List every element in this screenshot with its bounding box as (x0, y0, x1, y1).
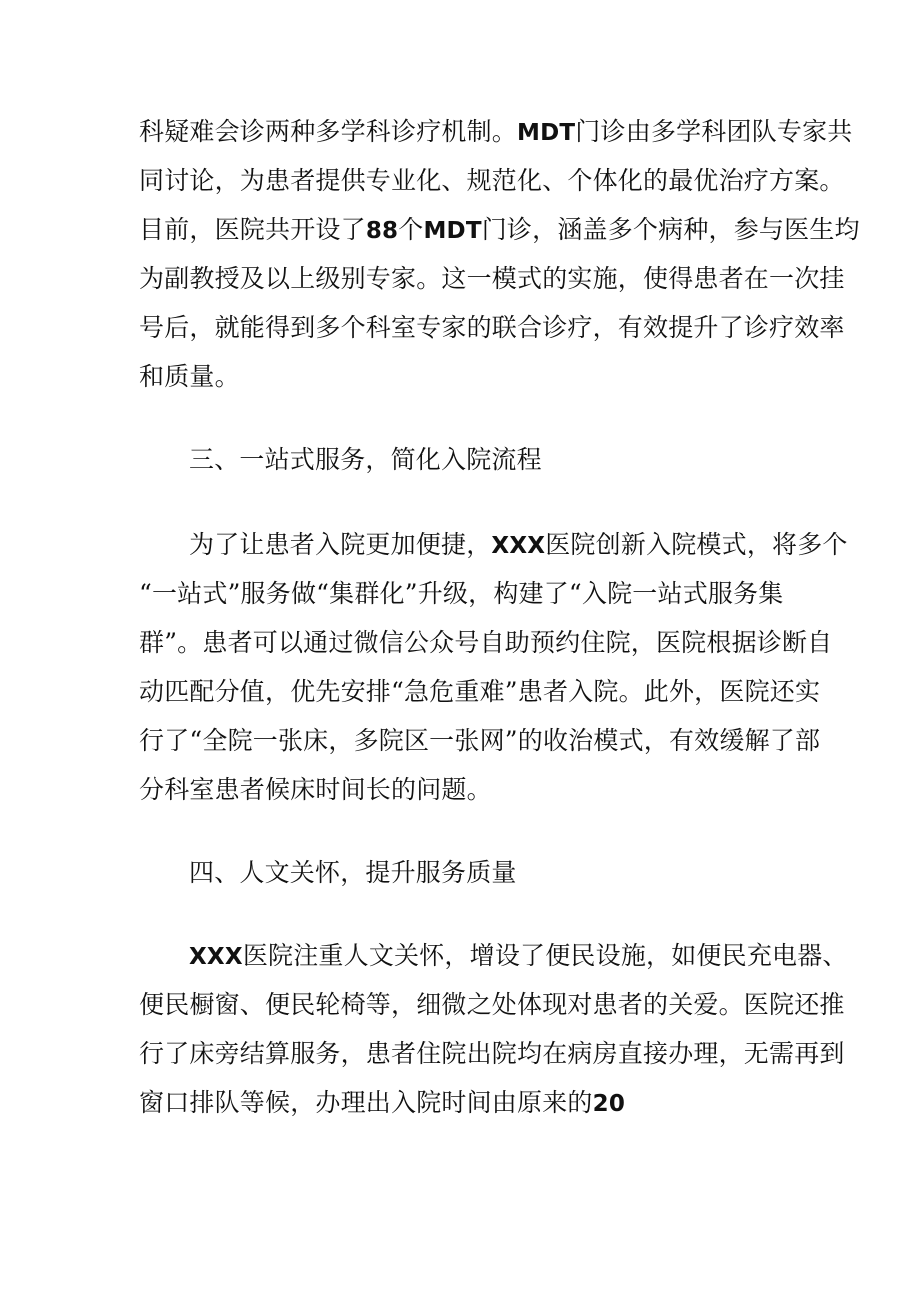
paragraph-2-line-6 (139, 775, 492, 805)
text-run: 动匹配分值，优先安排“急危重难”患者入院。此外，医院还实 (139, 677, 821, 706)
text-run: 门诊，涵盖多个病种，参与医生均 (481, 215, 860, 244)
text-run-latin: MDT (517, 120, 576, 146)
paragraph-1-line-6 (139, 362, 240, 392)
paragraph-1-line-3 (139, 215, 860, 246)
text-run: 门诊由多学科团队专家共 (575, 117, 853, 146)
text-run: 医院注重人文关怀，增设了便民设施，如便民充电器、 (242, 941, 848, 970)
text-run: 窗口排队等候，办理出入院时间由原来的 (139, 1088, 593, 1117)
text-run-latin: XXX (189, 944, 243, 970)
paragraph-2-line-3 (139, 628, 832, 658)
text-run: 目前，医院共开设了 (139, 215, 366, 244)
text-run-latin: 20 (592, 1091, 626, 1117)
paragraph-2-line-5 (139, 726, 820, 756)
paragraph-1-line-5 (139, 313, 845, 343)
text-run-latin: MDT (423, 218, 482, 244)
text-run: 为了让患者入院更加便捷， (189, 530, 492, 559)
paragraph-3-line-1 (189, 941, 848, 972)
text-run: 为副教授及以上级别专家。这一模式的实施，使得患者在一次挂 (139, 264, 845, 293)
section-heading-3: 三、一站式服务，简化入院流程 (189, 445, 542, 474)
paragraph-1-line-1 (139, 117, 853, 148)
paragraph-3-line-2 (139, 990, 845, 1020)
text-run: 行了床旁结算服务，患者住院出院均在病房直接办理，无需再到 (139, 1039, 845, 1068)
text-run-latin: XXX (491, 533, 546, 559)
section-heading-4: 四、人文关怀，提升服务质量 (189, 858, 517, 887)
paragraph-2-line-1 (189, 530, 848, 561)
text-run: 号后，就能得到多个科室专家的联合诊疗，有效提升了诊疗效率 (139, 313, 845, 342)
paragraph-2-line-4 (139, 677, 820, 707)
text-run-latin: 88 (365, 218, 399, 244)
paragraph-1-line-2 (139, 166, 845, 196)
text-run: 同讨论，为患者提供专业化、规范化、个体化的最优治疗方案。 (139, 166, 845, 195)
text-run: 医院创新入院模式，将多个 (545, 530, 848, 559)
paragraph-3-line-3 (139, 1039, 845, 1069)
text-run: 群”。患者可以通过微信公众号自助预约住院，医院根据诊断自 (139, 628, 833, 657)
paragraph-2-line-2 (139, 579, 784, 609)
text-run: 便民橱窗、便民轮椅等，细微之处体现对患者的关爱。医院还推 (139, 990, 845, 1019)
text-run: 分科室患者候床时间长的问题。 (139, 775, 492, 804)
text-run: 个 (398, 215, 424, 244)
paragraph-3-line-4 (139, 1088, 625, 1119)
text-run: 科疑难会诊两种多学科诊疗机制。 (139, 117, 518, 146)
text-run: “一站式”服务做“集群化”升级，构建了“入院一站式服务集 (139, 579, 784, 608)
paragraph-1-line-4 (139, 264, 845, 294)
text-run: 行了“全院一张床，多院区一张网”的收治模式，有效缓解了部 (139, 726, 821, 755)
text-run: 和质量。 (139, 362, 240, 391)
